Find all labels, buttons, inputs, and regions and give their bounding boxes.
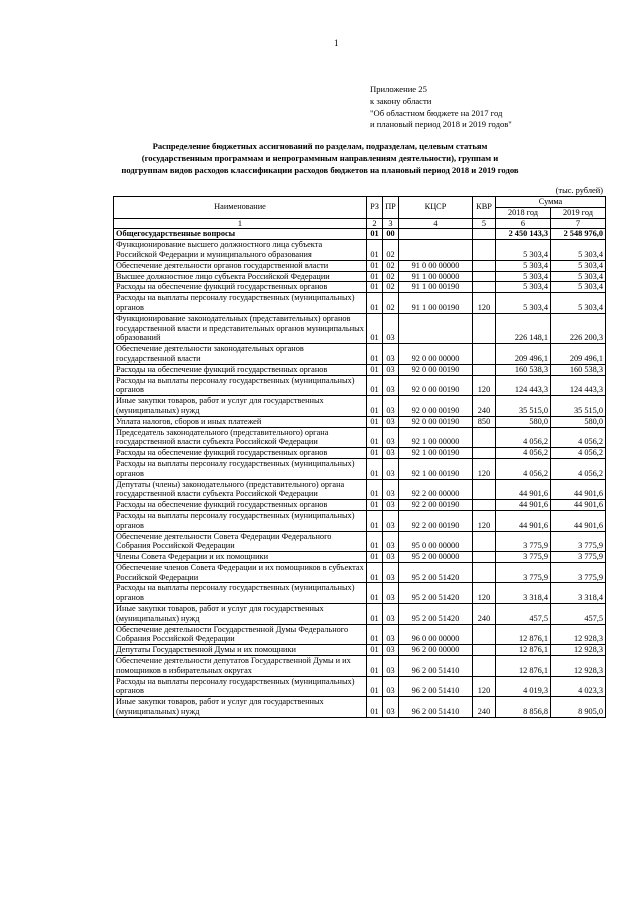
table-row [114,427,606,448]
row-kcsr: 92 2 00 00190 [399,510,473,531]
row-sum-2018: 44 901,6 [496,479,551,500]
row-sum-2019: 4 056,2 [551,458,606,479]
table-row [114,271,606,282]
row-kcsr: 96 2 00 00000 [399,645,473,656]
row-rz: 01 [367,375,383,396]
table-row [114,229,606,240]
header-kcsr: КЦСР [399,197,473,219]
row-sum-2019: 457,5 [551,604,606,625]
row-kcsr: 96 2 00 51410 [399,697,473,718]
row-kvr [473,624,496,645]
row-kcsr: 95 0 00 00000 [399,531,473,552]
row-name: Иные закупки товаров, работ и услуг для государственных (муниципальных) нужд [114,396,367,417]
row-sum-2019: 5 303,4 [551,282,606,293]
row-kvr [473,531,496,552]
row-pr: 03 [383,313,399,343]
row-sum-2019: 580,0 [551,416,606,427]
row-pr: 02 [383,240,399,261]
row-name: Функционирование законодательных (представительных) органов государственной власти и представительных органов муниципальных образований [114,313,367,343]
header-rz: РЗ [367,197,383,219]
row-rz: 01 [367,656,383,677]
table-row [114,552,606,563]
row-name: Расходы на выплаты персоналу государственных (муниципальных) органов [114,458,367,479]
table-row [114,375,606,396]
appendix-line: к закону области [370,95,432,106]
row-rz: 01 [367,562,383,583]
row-pr: 03 [383,531,399,552]
row-sum-2018: 124 443,3 [496,375,551,396]
row-sum-2019: 8 905,0 [551,697,606,718]
appendix-block [370,84,512,131]
row-name: Расходы на выплаты персоналу государственных (муниципальных) органов [114,510,367,531]
row-sum-2018: 12 876,1 [496,656,551,677]
row-pr: 02 [383,282,399,293]
row-name: Иные закупки товаров, работ и услуг для государственных (муниципальных) нужд [114,697,367,718]
row-sum-2018: 3 775,9 [496,562,551,583]
row-kcsr: 92 2 00 00190 [399,500,473,511]
row-kvr [473,427,496,448]
row-pr: 03 [383,458,399,479]
table-row [114,282,606,293]
row-sum-2018: 209 496,1 [496,344,551,365]
row-name: Обеспечение деятельности Государственной Думы Федерального Собрания Российской Федерации [114,624,367,645]
row-rz: 01 [367,240,383,261]
table-row [114,604,606,625]
row-kvr: 120 [473,676,496,697]
row-kcsr: 95 2 00 51420 [399,604,473,625]
row-kvr [473,448,496,459]
row-sum-2019: 4 023,3 [551,676,606,697]
row-sum-2018: 5 303,4 [496,282,551,293]
row-rz: 01 [367,364,383,375]
row-name: Обеспечение деятельности органов государственной власти [114,260,367,271]
table-row [114,344,606,365]
row-name: Функционирование высшего должностного лица субъекта Российской Федерации и муниципального образования [114,240,367,261]
row-sum-2019: 2 548 976,0 [551,229,606,240]
row-kvr [473,562,496,583]
header-2018: 2018 год [496,207,551,218]
row-kvr: 240 [473,396,496,417]
row-sum-2018: 4 056,2 [496,427,551,448]
page-number: 1 [334,38,339,48]
row-rz: 01 [367,416,383,427]
row-kcsr: 92 0 00 00190 [399,375,473,396]
row-rz: 01 [367,448,383,459]
appendix-line: и плановый период 2018 и 2019 годов" [370,119,512,130]
row-name: Иные закупки товаров, работ и услуг для государственных (муниципальных) нужд [114,604,367,625]
row-pr: 00 [383,229,399,240]
row-sum-2018: 5 303,4 [496,271,551,282]
row-pr: 03 [383,375,399,396]
row-sum-2019: 44 901,6 [551,510,606,531]
header-2019: 2019 год [551,207,606,218]
row-name: Уплата налогов, сборов и иных платежей [114,416,367,427]
row-kcsr: 91 0 00 00000 [399,260,473,271]
table-row [114,416,606,427]
row-name: Депутаты Государственной Думы и их помощники [114,645,367,656]
row-kvr: 120 [473,458,496,479]
column-number: 1 [114,218,367,229]
row-name: Расходы на выплаты персоналу государственных (муниципальных) органов [114,676,367,697]
row-kvr: 240 [473,604,496,625]
row-kcsr: 92 1 00 00190 [399,448,473,459]
row-kvr [473,229,496,240]
row-kvr [473,645,496,656]
row-pr: 03 [383,427,399,448]
row-kcsr [399,240,473,261]
row-rz: 01 [367,344,383,365]
row-sum-2018: 226 148,1 [496,313,551,343]
table-row [114,531,606,552]
appendix-line: "Об областном бюджете на 2017 год [370,107,503,118]
row-sum-2018: 457,5 [496,604,551,625]
row-sum-2018: 8 856,8 [496,697,551,718]
row-kvr [473,656,496,677]
header-name: Наименование [114,197,367,219]
row-sum-2018: 5 303,4 [496,240,551,261]
row-kcsr: 92 0 00 00000 [399,344,473,365]
table-row [114,624,606,645]
header-sum: Сумма [496,197,606,208]
row-rz: 01 [367,260,383,271]
row-sum-2019: 3 775,9 [551,552,606,563]
row-sum-2019: 4 056,2 [551,448,606,459]
row-rz: 01 [367,427,383,448]
row-kvr [473,552,496,563]
row-name: Высшее должностное лицо субъекта Российской Федерации [114,271,367,282]
row-sum-2018: 3 775,9 [496,552,551,563]
row-pr: 03 [383,396,399,417]
row-rz: 01 [367,293,383,314]
row-name: Расходы на выплаты персоналу государственных (муниципальных) органов [114,583,367,604]
row-kcsr: 92 0 00 00190 [399,416,473,427]
units-label: (тыс. рублей) [555,186,603,195]
row-rz: 01 [367,604,383,625]
budget-table [113,196,606,718]
row-sum-2019: 44 901,6 [551,479,606,500]
table-row [114,260,606,271]
row-kcsr: 92 0 00 00190 [399,396,473,417]
column-number: 2 [367,218,383,229]
row-pr: 03 [383,604,399,625]
row-sum-2018: 160 538,3 [496,364,551,375]
table-row [114,697,606,718]
row-rz: 01 [367,676,383,697]
row-kcsr: 95 2 00 51420 [399,562,473,583]
row-rz: 01 [367,229,383,240]
row-pr: 03 [383,344,399,365]
row-sum-2019: 5 303,4 [551,240,606,261]
row-kvr: 120 [473,293,496,314]
row-sum-2018: 4 056,2 [496,458,551,479]
row-pr: 03 [383,510,399,531]
row-kcsr: 96 0 00 00000 [399,624,473,645]
row-pr: 03 [383,500,399,511]
row-sum-2018: 12 876,1 [496,624,551,645]
row-kvr: 850 [473,416,496,427]
row-sum-2019: 3 775,9 [551,562,606,583]
row-pr: 03 [383,479,399,500]
row-rz: 01 [367,645,383,656]
row-sum-2018: 4 056,2 [496,448,551,459]
row-pr: 03 [383,656,399,677]
row-kcsr [399,313,473,343]
row-rz: 01 [367,510,383,531]
row-sum-2019: 44 901,6 [551,500,606,511]
row-pr: 03 [383,697,399,718]
row-sum-2018: 5 303,4 [496,260,551,271]
row-sum-2018: 35 515,0 [496,396,551,417]
row-rz: 01 [367,583,383,604]
row-pr: 03 [383,645,399,656]
table-row [114,458,606,479]
row-rz: 01 [367,282,383,293]
table-row [114,313,606,343]
row-kcsr: 96 2 00 51410 [399,676,473,697]
row-kvr [473,240,496,261]
row-kcsr: 95 2 00 00000 [399,552,473,563]
row-rz: 01 [367,271,383,282]
row-rz: 01 [367,500,383,511]
row-pr: 03 [383,364,399,375]
row-name: Члены Совета Федерации и их помощники [114,552,367,563]
row-kcsr: 92 1 00 00190 [399,458,473,479]
row-rz: 01 [367,552,383,563]
row-pr: 02 [383,271,399,282]
row-sum-2019: 124 443,3 [551,375,606,396]
table-row [114,396,606,417]
row-sum-2019: 5 303,4 [551,293,606,314]
row-rz: 01 [367,396,383,417]
table-row [114,293,606,314]
row-name: Расходы на обеспечение функций государственных органов [114,448,367,459]
row-sum-2019: 209 496,1 [551,344,606,365]
column-number: 5 [473,218,496,229]
row-kcsr: 91 1 00 00000 [399,271,473,282]
header-row [114,197,606,208]
table-row [114,240,606,261]
row-kcsr [399,229,473,240]
row-sum-2019: 12 928,3 [551,645,606,656]
row-sum-2019: 12 928,3 [551,624,606,645]
row-name: Депутаты (члены) законодательного (представительного) органа государственной власти субъекта Российской Федерации [114,479,367,500]
row-sum-2019: 3 318,4 [551,583,606,604]
column-number-row [114,218,606,229]
row-kcsr: 96 2 00 51410 [399,656,473,677]
row-kvr [473,364,496,375]
row-rz: 01 [367,479,383,500]
table-row [114,676,606,697]
row-pr: 03 [383,552,399,563]
row-kcsr: 95 2 00 51420 [399,583,473,604]
row-sum-2018: 2 450 143,3 [496,229,551,240]
row-kcsr: 91 1 00 00190 [399,293,473,314]
row-pr: 03 [383,416,399,427]
row-sum-2018: 4 019,3 [496,676,551,697]
row-name: Председатель законодательного (представительного) органа государственной власти субъекта Российской Федерации [114,427,367,448]
row-kvr: 120 [473,375,496,396]
row-rz: 01 [367,531,383,552]
table-row [114,645,606,656]
table-row [114,500,606,511]
table-row [114,448,606,459]
row-sum-2019: 5 303,4 [551,260,606,271]
row-sum-2018: 44 901,6 [496,500,551,511]
document-title: Распределение бюджетных ассигнований по разделам, подразделам, целевым статьям (государственным программам и непрограммным направлениям деятельности), группам и подгруппам видов расходов классификации расходов бюджетов на плановый период 2018 и 2019 годов [121,141,519,175]
row-kcsr: 91 1 00 00190 [399,282,473,293]
row-sum-2018: 44 901,6 [496,510,551,531]
row-sum-2019: 3 775,9 [551,531,606,552]
row-kvr [473,479,496,500]
row-name: Общегосударственные вопросы [114,229,367,240]
row-name: Расходы на выплаты персоналу государственных (муниципальных) органов [114,375,367,396]
row-kvr [473,282,496,293]
row-rz: 01 [367,624,383,645]
row-sum-2019: 4 056,2 [551,427,606,448]
row-sum-2018: 580,0 [496,416,551,427]
row-rz: 01 [367,458,383,479]
row-pr: 02 [383,293,399,314]
row-kvr [473,313,496,343]
row-name: Обеспечение членов Совета Федерации и их помощников в субъектах Российской Федерации [114,562,367,583]
row-kvr [473,271,496,282]
column-number: 6 [496,218,551,229]
table-row [114,562,606,583]
row-pr: 03 [383,562,399,583]
row-name: Расходы на выплаты персоналу государственных (муниципальных) органов [114,293,367,314]
column-number: 7 [551,218,606,229]
row-name: Расходы на обеспечение функций государственных органов [114,282,367,293]
row-sum-2019: 35 515,0 [551,396,606,417]
row-kvr [473,500,496,511]
row-kvr: 120 [473,583,496,604]
appendix-line: Приложение 25 [370,84,427,94]
row-rz: 01 [367,313,383,343]
table-row [114,510,606,531]
table-row [114,583,606,604]
table-row [114,479,606,500]
row-sum-2018: 12 876,1 [496,645,551,656]
row-kvr: 240 [473,697,496,718]
row-pr: 03 [383,583,399,604]
column-number: 3 [383,218,399,229]
row-name: Обеспечение деятельности законодательных органов государственной власти [114,344,367,365]
row-sum-2018: 3 318,4 [496,583,551,604]
row-name: Расходы на обеспечение функций государственных органов [114,500,367,511]
row-pr: 03 [383,624,399,645]
row-kcsr: 92 2 00 00000 [399,479,473,500]
row-kvr [473,260,496,271]
row-sum-2019: 12 928,3 [551,656,606,677]
header-pr: ПР [383,197,399,219]
row-sum-2018: 5 303,4 [496,293,551,314]
column-number: 4 [399,218,473,229]
header-kvr: КВР [473,197,496,219]
row-name: Расходы на обеспечение функций государственных органов [114,364,367,375]
row-sum-2019: 5 303,4 [551,271,606,282]
row-kcsr: 92 1 00 00000 [399,427,473,448]
row-pr: 03 [383,448,399,459]
row-rz: 01 [367,697,383,718]
row-sum-2018: 3 775,9 [496,531,551,552]
row-kcsr: 92 0 00 00190 [399,364,473,375]
table-row [114,364,606,375]
row-name: Обеспечение деятельности Совета Федерации Федерального Собрания Российской Федерации [114,531,367,552]
row-kvr [473,344,496,365]
row-sum-2019: 226 200,3 [551,313,606,343]
row-kvr: 120 [473,510,496,531]
row-pr: 03 [383,676,399,697]
row-pr: 02 [383,260,399,271]
row-sum-2019: 160 538,3 [551,364,606,375]
row-name: Обеспечение деятельности депутатов Государственной Думы и их помощников в избирательных округах [114,656,367,677]
table-row [114,656,606,677]
